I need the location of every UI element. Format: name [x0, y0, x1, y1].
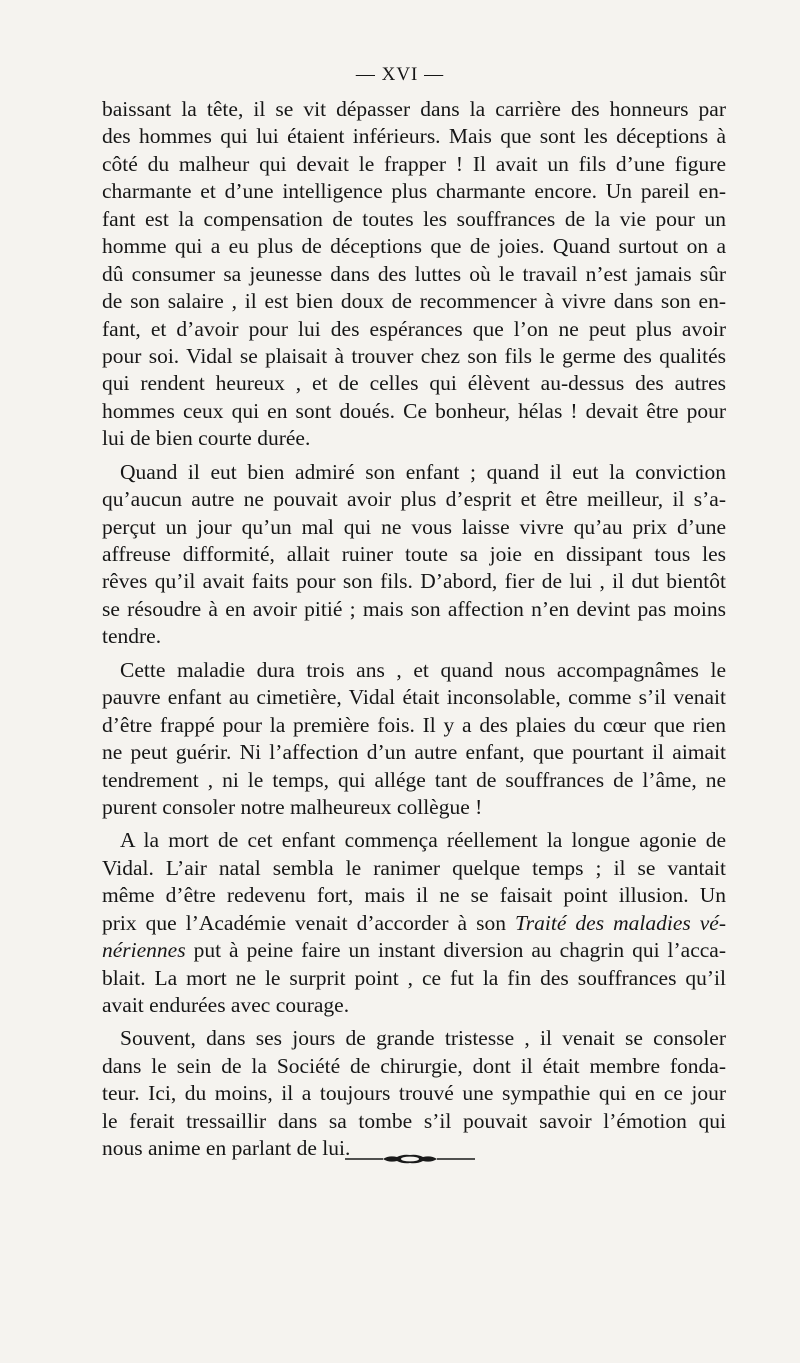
- page-number-header: — XVI —: [355, 64, 445, 85]
- text-line: perçut un jour qu’un mal qui ne vous laisse vivre qu’au prix d’une: [102, 514, 726, 539]
- text-line: fant est la compensation de toutes les souffrances de la vie pour un: [102, 206, 726, 231]
- text-line: Quand il eut bien admiré son enfant ; quand il eut la conviction: [120, 459, 726, 484]
- text-line: tendrement , ni le temps, qui allége tant de souffrances de l’âme, ne: [102, 767, 726, 792]
- tailpiece-ornament: [345, 1149, 475, 1169]
- text-line: qui rendent heureux , et de celles qui élèvent au-dessus des autres: [102, 371, 726, 396]
- text-line: baissant la tête, il se vit dépasser dans la carrière des honneurs par: [102, 97, 726, 121]
- text-line-with-title: [102, 937, 726, 964]
- text-fragment: put à peine faire un instant diversion au chagrin qui l’acca-: [185, 938, 726, 963]
- text-line: même d’être redevenu fort, mais il ne se faisait point illusion. Un: [102, 883, 726, 908]
- text-line: le ferait tressaillir dans sa tombe s’il pouvait savoir l’émotion qui: [102, 1108, 726, 1133]
- paragraph-4: [102, 827, 726, 1019]
- text-line: lui de bien courte durée.: [102, 426, 311, 451]
- text-line: ne peut guérir. Ni l’affection d’un autre enfant, que pourtant il aimait: [102, 740, 726, 765]
- text-line: A la mort de cet enfant commença réellement la longue agonie de: [120, 828, 726, 853]
- paragraph-2: [102, 459, 726, 651]
- text-line: se résoudre à en avoir pitié ; mais son affection n’en devint pas moins: [102, 596, 726, 621]
- text-line: de son salaire , il est bien doux de recommencer à vivre dans son en-: [102, 289, 726, 314]
- text-line: affreuse difformité, allait ruiner toute sa joie en dissipant tous les: [102, 542, 726, 566]
- text-line: dans le sein de la Société de chirurgie, dont il était membre fonda-: [102, 1053, 726, 1078]
- text-line: d’être frappé pour la première fois. Il y a des plaies du cœur que rien: [102, 712, 726, 737]
- text-line: des hommes qui lui étaient inférieurs. Mais que sont les déceptions à: [102, 124, 726, 149]
- text-line: blait. La mort ne le surprit point , ce fut la fin des souffrances qu’il: [102, 965, 726, 990]
- paragraph-5: [102, 1025, 726, 1162]
- text-line: hommes ceux qui en sont doués. Ce bonheur, hélas ! devait être pour: [102, 398, 726, 423]
- text-line: rêves qu’il avait faits pour son fils. D’abord, fier de lui , il dut bientôt: [102, 569, 726, 594]
- text-line: Cette maladie dura trois ans , et quand nous accompagnâmes le: [120, 657, 726, 682]
- text-line: qu’aucun autre ne pouvait avoir plus d’esprit et être meilleur, il s’a-: [102, 487, 726, 512]
- text-line: fant, et d’avoir pour lui des espérances que l’on ne peut plus avoir: [102, 316, 726, 341]
- text-line: tendre.: [102, 624, 162, 649]
- text-line: pour soi. Vidal se plaisait à trouver chez son fils le germe des qualités: [102, 343, 726, 368]
- paragraph-1: [102, 96, 726, 453]
- text-line: homme qui a eu plus de déceptions que de joies. Quand surtout on a: [102, 234, 726, 259]
- text-line: teur. Ici, du moins, il a toujours trouvé une sympathie qui en ce jour: [102, 1081, 726, 1106]
- text-fragment: prix que l’Académie venait d’accorder à son: [102, 910, 515, 935]
- text-line: côté du malheur qui devait le frapper ! Il avait un fils d’une figure: [102, 151, 726, 176]
- paragraph-3: [102, 657, 726, 822]
- text-line: purent consoler notre malheureux collègue !: [102, 794, 483, 819]
- text-line: Vidal. L’air natal sembla le ranimer quelque temps ; il se vantait: [102, 855, 726, 880]
- book-title: Traité des maladies vé-: [515, 910, 726, 935]
- text-line-with-title: [102, 910, 726, 937]
- text-line: nous anime en parlant de lui.: [102, 1136, 351, 1161]
- text-line: Souvent, dans ses jours de grande tristesse , il venait se consoler: [120, 1026, 726, 1051]
- text-line: avait endurées avec courage.: [102, 993, 350, 1017]
- text-line: pauvre enfant au cimetière, Vidal était inconsolable, comme s’il venait: [102, 685, 726, 710]
- text-line: dû consumer sa jeunesse dans des luttes où le travail n’est jamais sûr: [102, 261, 726, 286]
- body-text: [102, 96, 726, 1169]
- book-title-continued: nériennes: [102, 938, 186, 963]
- text-line: charmante et d’une intelligence plus charmante encore. Un pareil en-: [102, 179, 726, 204]
